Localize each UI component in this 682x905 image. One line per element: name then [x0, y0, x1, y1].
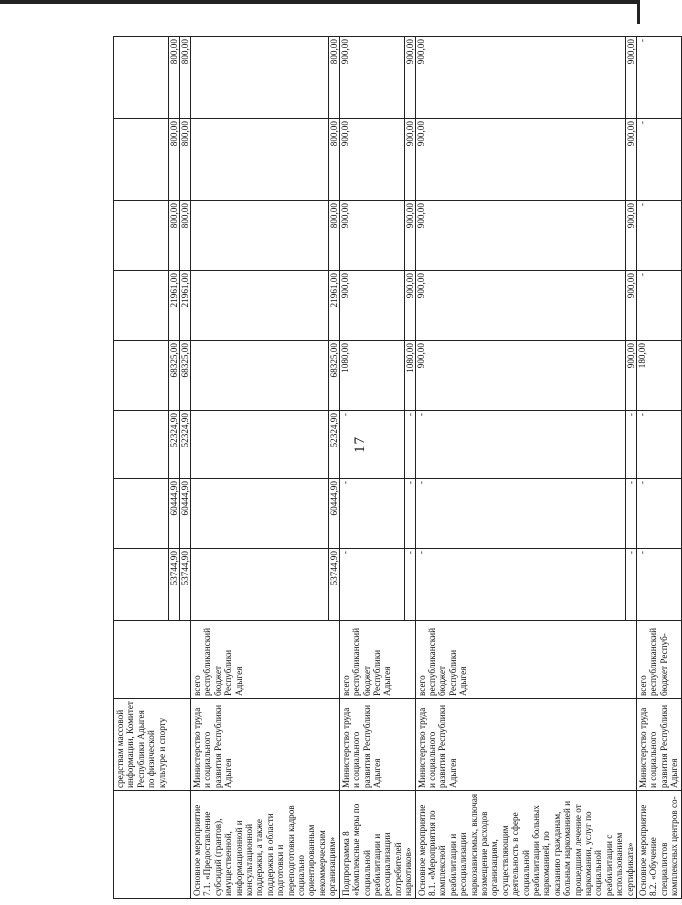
value-cell: -	[339, 481, 350, 485]
value-cell: -	[415, 481, 426, 485]
value-cell: 800,00	[328, 119, 339, 200]
value-cell: 900,00	[415, 273, 426, 299]
scan-edge	[0, 0, 640, 4]
value-cell: 60444,90	[168, 479, 179, 548]
source-cell: всего республиканский бюджет Респуб-	[637, 621, 682, 699]
value-cell: -	[637, 203, 648, 207]
value-cell: 900,00	[339, 273, 350, 299]
value-cell: 900,00	[625, 271, 636, 340]
value-cell: -	[637, 39, 648, 43]
value-cell: 53744,90	[179, 549, 190, 620]
value-cell: 68325,00	[168, 341, 179, 410]
value-cell: -	[637, 273, 648, 277]
value-cell: -	[404, 411, 415, 478]
table-row	[339, 37, 415, 899]
value-cell: 800,00	[168, 37, 179, 118]
value-cell: 53744,90	[168, 549, 179, 620]
budget-table-sheet	[113, 37, 680, 899]
value-cell: 1080,00	[339, 343, 350, 373]
executor-cell: Министерство труда и социального развития Республики Адыгея	[637, 699, 682, 791]
value-cell: -	[625, 479, 636, 548]
table-row	[415, 37, 637, 899]
value-cell: 52324,90	[328, 411, 339, 478]
value-cell: -	[415, 551, 426, 555]
source-cell	[114, 621, 191, 699]
event-cell	[114, 791, 191, 899]
value-cell: 900,00	[339, 39, 350, 65]
value-cell: -	[625, 549, 636, 620]
executor-cell: Министерство труда и социального развития Республики Адыгея	[339, 699, 415, 791]
value-cell: 900,00	[339, 203, 350, 229]
table-row	[637, 37, 682, 899]
value-cell: 900,00	[625, 37, 636, 118]
source-cell: всего республиканский бюджет Республики Адыгея	[415, 621, 637, 699]
value-cell: 68325,00	[328, 341, 339, 410]
value-cell: -	[404, 479, 415, 548]
value-cell: 52324,90	[179, 411, 190, 478]
value-cell: 800,00	[328, 201, 339, 270]
table-row	[191, 37, 340, 899]
budget-table	[113, 36, 682, 899]
event-cell: Основное мероприятие 8.2. «Обучение специалистов комплексных центров со-	[637, 791, 682, 899]
value-cell: 900,00	[625, 341, 636, 410]
value-cell: 52324,90	[168, 411, 179, 478]
value-cell: 900,00	[415, 343, 426, 369]
value-cell: 60444,90	[328, 479, 339, 548]
value-cell: 68325,00	[179, 341, 190, 410]
value-cell: 900,00	[404, 37, 415, 118]
value-cell: 1080,00	[404, 341, 415, 410]
value-cell: 53744,90	[328, 549, 339, 620]
value-cell: -	[339, 551, 350, 555]
value-cell: 800,00	[179, 119, 190, 200]
value-cell: -	[339, 413, 350, 417]
value-cell: -	[415, 413, 426, 417]
value-cell: 900,00	[339, 121, 350, 147]
executor-cell: Министерство труда и социального развития Республики Адыгея	[415, 699, 637, 791]
value-cell: 800,00	[179, 201, 190, 270]
table-row	[114, 37, 191, 899]
executor-cell: средствам массовой информации, Комитет Республики Адыгея по физической культуре и спорту	[114, 699, 191, 791]
value-cell: 900,00	[404, 271, 415, 340]
value-cell: 800,00	[168, 201, 179, 270]
value-cell: 180,00	[637, 343, 648, 369]
value-cell: 900,00	[404, 201, 415, 270]
value-cell: 800,00	[179, 37, 190, 118]
scan-edge-mark	[637, 0, 640, 24]
source-cell: всего республиканский бюджет Республики Адыгея	[191, 621, 340, 699]
value-cell: 21961,00	[179, 271, 190, 340]
value-cell: -	[637, 413, 648, 417]
event-cell: Основное мероприятие 8.1. «Мероприятия по комплексной реабилитации и ресоциализации наркозависимых, включая возмещение расходов организациям, осуществляющим деятельность в сфере социальной реабилитации больных наркоманией, по оказанию гражданам, больным наркоманией и прошедшим лечение от наркомании, услуг по социальной реабилитации с использованием сертификата»	[415, 791, 637, 899]
value-cell: 900,00	[625, 119, 636, 200]
value-cell: -	[404, 549, 415, 620]
event-cell: Основное мероприятие 7.1. «Предоставление субсидий (грантов), имущественной, информационной и консультационной поддержки, а также поддержки в области подготовки и переподготовки кадров социально ориентированным некоммерческим организациям»	[191, 791, 340, 899]
value-cell: 800,00	[168, 119, 179, 200]
source-cell: всего республиканский бюджет Республики Адыгея	[339, 621, 415, 699]
value-cell: 900,00	[625, 201, 636, 270]
value-cell: 900,00	[415, 203, 426, 229]
event-cell: Подпрограмма 8 «Комплексные меры по социальной реабилитации и ресоциализации потребителей наркотиков»	[339, 791, 415, 899]
value-cell: -	[637, 551, 648, 555]
value-cell: 900,00	[415, 39, 426, 65]
value-cell: 21961,00	[168, 271, 179, 340]
value-cell: 800,00	[328, 37, 339, 118]
value-cell: 21961,00	[328, 271, 339, 340]
executor-cell: Министерство труда и социального развития Республики Адыгея	[191, 699, 340, 791]
value-cell: 900,00	[415, 121, 426, 147]
value-cell: 60444,90	[179, 479, 190, 548]
value-cell: 900,00	[404, 119, 415, 200]
page-number: 17	[352, 436, 368, 453]
value-cell: -	[637, 481, 648, 485]
value-cell: -	[625, 411, 636, 478]
value-cell: -	[637, 121, 648, 125]
